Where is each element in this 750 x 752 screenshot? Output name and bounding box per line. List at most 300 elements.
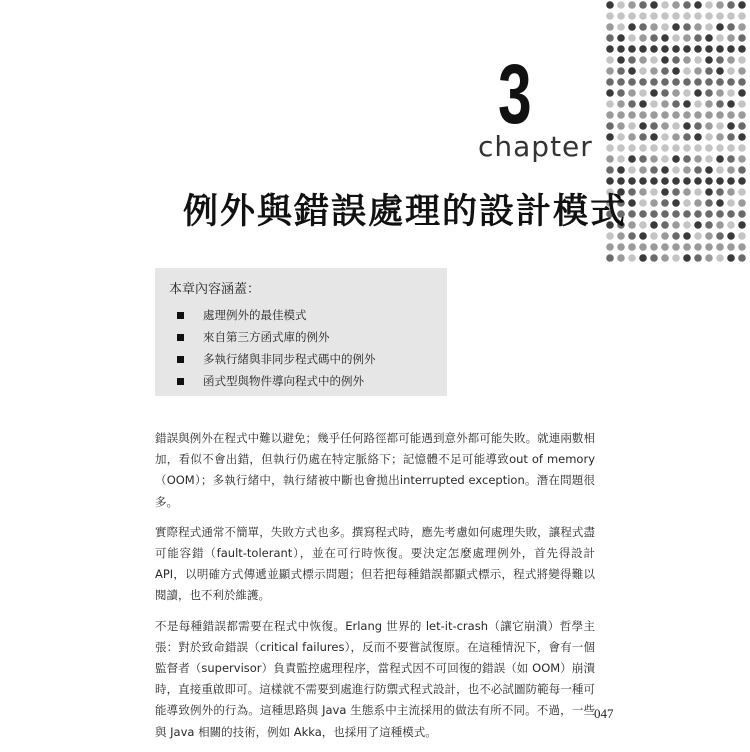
decorative-dot [617, 23, 625, 31]
decorative-dot [727, 254, 735, 262]
decorative-dot [694, 188, 702, 196]
decorative-dot [716, 133, 724, 141]
decorative-dot [661, 23, 669, 31]
decorative-dot [727, 166, 735, 174]
square-bullet-icon [177, 356, 184, 363]
decorative-dot [606, 144, 614, 152]
decorative-dot [716, 210, 724, 218]
decorative-dot [672, 221, 680, 229]
decorative-dot [683, 210, 691, 218]
decorative-dot [705, 210, 713, 218]
decorative-dot [705, 199, 713, 207]
decorative-dot [694, 144, 702, 152]
decorative-dot [716, 56, 724, 64]
decorative-dot [639, 67, 647, 75]
decorative-dot [672, 89, 680, 97]
decorative-dot [716, 199, 724, 207]
decorative-dot [705, 45, 713, 53]
decorative-dot [683, 144, 691, 152]
decorative-dot [628, 67, 636, 75]
decorative-dot [727, 210, 735, 218]
decorative-dot [738, 12, 746, 20]
decorative-dot [694, 111, 702, 119]
decorative-dot [705, 1, 713, 9]
page-number: 047 [594, 706, 614, 721]
decorative-dot [705, 23, 713, 31]
decorative-dot [650, 100, 658, 108]
decorative-dot [716, 1, 724, 9]
decorative-dot [738, 155, 746, 163]
decorative-dot [683, 12, 691, 20]
decorative-dot [606, 254, 614, 262]
decorative-dot [650, 67, 658, 75]
decorative-dot [628, 1, 636, 9]
decorative-dot [738, 177, 746, 185]
decorative-dot [617, 155, 625, 163]
decorative-dot [617, 1, 625, 9]
decorative-dot [661, 221, 669, 229]
decorative-dot [639, 144, 647, 152]
decorative-dot [738, 100, 746, 108]
decorative-dot [672, 210, 680, 218]
decorative-dot [672, 45, 680, 53]
decorative-dot [628, 122, 636, 130]
decorative-dot [716, 78, 724, 86]
decorative-dot [705, 100, 713, 108]
decorative-dot [606, 78, 614, 86]
decorative-dot [617, 34, 625, 42]
decorative-dot [617, 100, 625, 108]
decorative-dot [650, 111, 658, 119]
decorative-dot [716, 243, 724, 251]
decorative-dot [672, 254, 680, 262]
square-bullet-icon [177, 312, 184, 319]
decorative-dot [694, 155, 702, 163]
decorative-dot [694, 221, 702, 229]
decorative-dot [650, 89, 658, 97]
decorative-dot [694, 199, 702, 207]
decorative-dot [683, 89, 691, 97]
decorative-dot [639, 23, 647, 31]
decorative-dot [716, 166, 724, 174]
decorative-dot [738, 133, 746, 141]
decorative-dot [694, 34, 702, 42]
decorative-dot [639, 254, 647, 262]
decorative-dot [628, 45, 636, 53]
square-bullet-icon [177, 378, 184, 385]
decorative-dot [672, 177, 680, 185]
decorative-dot [694, 210, 702, 218]
decorative-dot [738, 78, 746, 86]
decorative-dot [606, 111, 614, 119]
decorative-dot [661, 254, 669, 262]
decorative-dot [727, 56, 735, 64]
decorative-dot [650, 221, 658, 229]
decorative-dot [628, 100, 636, 108]
decorative-dot [639, 1, 647, 9]
decorative-dot [705, 155, 713, 163]
decorative-dot [628, 221, 636, 229]
decorative-dot [694, 23, 702, 31]
decorative-dot [661, 67, 669, 75]
decorative-dot [617, 122, 625, 130]
decorative-dot [683, 133, 691, 141]
decorative-dot [606, 12, 614, 20]
decorative-dot [650, 199, 658, 207]
decorative-dot [639, 243, 647, 251]
decorative-dot [606, 23, 614, 31]
decorative-dot [716, 144, 724, 152]
paragraph: 實際程式通常不簡單，失敗方式也多。撰寫程式時，應先考慮如何處理失敗，讓程式盡可能容錯（fault-tolerant），並在可行時恢復。要決定怎麼處理例外，首先得設計API，以明確方式傳遞並顯式標示問題；但若把每種錯誤都顯式標示，程式將變得難以閱讀，也不利於維護。 [155, 524, 595, 603]
decorative-dot [661, 133, 669, 141]
decorative-dot [606, 67, 614, 75]
decorative-dot [628, 78, 636, 86]
decorative-dot [705, 166, 713, 174]
decorative-dot [683, 78, 691, 86]
decorative-dot [705, 133, 713, 141]
decorative-dot [606, 89, 614, 97]
decorative-dot [727, 199, 735, 207]
decorative-dot [606, 100, 614, 108]
decorative-dot [650, 133, 658, 141]
summary-item [177, 348, 376, 370]
decorative-dot [628, 34, 636, 42]
decorative-dot [716, 254, 724, 262]
decorative-dot [639, 56, 647, 64]
decorative-dot [628, 254, 636, 262]
decorative-dot [661, 100, 669, 108]
decorative-dot [694, 133, 702, 141]
decorative-dot [738, 166, 746, 174]
decorative-dot [672, 1, 680, 9]
decorative-dot [727, 155, 735, 163]
summary-item [177, 370, 376, 392]
decorative-dot [738, 188, 746, 196]
decorative-dot [639, 100, 647, 108]
decorative-dot [683, 67, 691, 75]
decorative-dot [727, 111, 735, 119]
decorative-dot [683, 188, 691, 196]
decorative-dot [694, 67, 702, 75]
decorative-dot [672, 56, 680, 64]
decorative-dot [672, 188, 680, 196]
summary-item [177, 326, 376, 348]
decorative-dot [650, 166, 658, 174]
decorative-dot [683, 243, 691, 251]
decorative-dot [606, 34, 614, 42]
decorative-dot [716, 232, 724, 240]
decorative-dot [738, 23, 746, 31]
decorative-dot [738, 67, 746, 75]
decorative-dot [716, 23, 724, 31]
decorative-dot [716, 221, 724, 229]
decorative-dot [694, 177, 702, 185]
decorative-dot [661, 232, 669, 240]
decorative-dot [727, 100, 735, 108]
decorative-dot [738, 232, 746, 240]
decorative-dot [650, 210, 658, 218]
decorative-dot [617, 254, 625, 262]
decorative-dot [683, 100, 691, 108]
body-text [155, 428, 595, 752]
decorative-dot [617, 56, 625, 64]
decorative-dot [639, 78, 647, 86]
decorative-dot [672, 12, 680, 20]
decorative-dot [738, 34, 746, 42]
decorative-dot [628, 111, 636, 119]
decorative-dot [683, 166, 691, 174]
decorative-dot [672, 144, 680, 152]
decorative-dot [683, 122, 691, 130]
decorative-dot [727, 45, 735, 53]
decorative-dot [628, 243, 636, 251]
decorative-dot [617, 89, 625, 97]
decorative-dot [628, 23, 636, 31]
decorative-dot [639, 199, 647, 207]
decorative-dot [606, 56, 614, 64]
decorative-dot [661, 1, 669, 9]
decorative-dot [672, 111, 680, 119]
decorative-dot [628, 155, 636, 163]
decorative-dot [639, 122, 647, 130]
decorative-dot [628, 232, 636, 240]
decorative-dot [683, 111, 691, 119]
decorative-dot [606, 133, 614, 141]
decorative-dot [639, 45, 647, 53]
decorative-dot [683, 177, 691, 185]
decorative-dot [628, 177, 636, 185]
decorative-dot [705, 78, 713, 86]
decorative-dot [705, 254, 713, 262]
decorative-dot [617, 78, 625, 86]
decorative-dot [705, 111, 713, 119]
decorative-dot [727, 34, 735, 42]
decorative-dot [727, 78, 735, 86]
decorative-dot [650, 56, 658, 64]
decorative-dot [705, 12, 713, 20]
decorative-dot [716, 100, 724, 108]
decorative-dot [727, 12, 735, 20]
decorative-dot [694, 122, 702, 130]
decorative-dot [727, 89, 735, 97]
decorative-dot [727, 177, 735, 185]
decorative-dot [727, 133, 735, 141]
chapter-number: 3 [498, 47, 532, 141]
decorative-dot [639, 166, 647, 174]
decorative-dot [716, 34, 724, 42]
paragraph: 不是每種錯誤都需要在程式中恢復。Erlang 世界的 let-it-crash（讓它崩潰）哲學主張：對於致命錯誤（critical failures），反而不要嘗試復原。在這種情況下，會有一個監督者（supervisor）負責監控處理程序，當程式因不可回復的錯誤（如 OOM）崩潰時，直接重啟即可。這樣就不需要到處進行防禦式程式設計，也不必試圖防範每一種可能導致例外的行為。這種思路與 Java 生態系中主流採用的做法有所不同。不過，一些與 Java 相關的技術，例如 Akka，也採用了這種模式。 [155, 618, 595, 739]
decorative-dot [672, 155, 680, 163]
decorative-dot [683, 34, 691, 42]
decorative-dot [672, 166, 680, 174]
decorative-dot [617, 133, 625, 141]
decorative-dot [650, 177, 658, 185]
decorative-dot [628, 133, 636, 141]
summary-item [177, 304, 376, 326]
decorative-dot [639, 177, 647, 185]
decorative-dot [661, 122, 669, 130]
decorative-dot [650, 12, 658, 20]
decorative-dot [705, 56, 713, 64]
decorative-dot [672, 67, 680, 75]
decorative-dot [617, 111, 625, 119]
decorative-dot [705, 89, 713, 97]
decorative-dot [727, 232, 735, 240]
decorative-dot [705, 144, 713, 152]
decorative-dot [738, 56, 746, 64]
decorative-dot [683, 1, 691, 9]
decorative-dot [727, 122, 735, 130]
chapter-label: chapter [478, 130, 593, 163]
decorative-dot [727, 144, 735, 152]
decorative-dot [672, 133, 680, 141]
decorative-dot [716, 45, 724, 53]
decorative-dot [661, 243, 669, 251]
decorative-dot [738, 199, 746, 207]
decorative-dot [661, 56, 669, 64]
decorative-dot [738, 243, 746, 251]
decorative-dot [606, 155, 614, 163]
decorative-dot [672, 199, 680, 207]
decorative-dot [650, 155, 658, 163]
decorative-dot [683, 221, 691, 229]
decorative-dot [639, 111, 647, 119]
square-bullet-icon [177, 334, 184, 341]
decorative-dot [650, 1, 658, 9]
decorative-dot [683, 45, 691, 53]
decorative-dot [617, 243, 625, 251]
decorative-dot [639, 34, 647, 42]
decorative-dot [727, 221, 735, 229]
decorative-dot [672, 34, 680, 42]
decorative-dot [661, 177, 669, 185]
decorative-dot [661, 45, 669, 53]
decorative-dot [661, 111, 669, 119]
decorative-dot [639, 12, 647, 20]
decorative-dot [716, 12, 724, 20]
decorative-dot [650, 243, 658, 251]
decorative-dot [705, 67, 713, 75]
decorative-dot [683, 199, 691, 207]
decorative-dot [694, 78, 702, 86]
decorative-dot [738, 45, 746, 53]
decorative-dot [639, 133, 647, 141]
decorative-dot [694, 100, 702, 108]
decorative-dot [716, 111, 724, 119]
decorative-dot [672, 232, 680, 240]
decorative-dot [639, 210, 647, 218]
decorative-dot [694, 56, 702, 64]
decorative-dot [650, 45, 658, 53]
decorative-dot [716, 177, 724, 185]
decorative-dot [617, 144, 625, 152]
decorative-dot [716, 188, 724, 196]
decorative-dot [628, 166, 636, 174]
decorative-dot [694, 254, 702, 262]
decorative-dot [661, 89, 669, 97]
decorative-dot [683, 232, 691, 240]
chapter-summary-box [155, 268, 447, 396]
summary-item-text: 多執行緒與非同步程式碼中的例外 [203, 352, 376, 366]
decorative-dot [738, 210, 746, 218]
decorative-dot [672, 23, 680, 31]
decorative-dot [661, 166, 669, 174]
decorative-dot [672, 122, 680, 130]
decorative-dot [661, 78, 669, 86]
decorative-dot [694, 232, 702, 240]
decorative-dot [705, 188, 713, 196]
decorative-dot [738, 111, 746, 119]
decorative-dot [738, 89, 746, 97]
decorative-dot [661, 210, 669, 218]
decorative-dot [639, 188, 647, 196]
decorative-dot [716, 155, 724, 163]
decorative-dot [606, 122, 614, 130]
decorative-dot [650, 34, 658, 42]
paragraph: 錯誤與例外在程式中難以避免；幾乎任何路徑都可能遇到意外都可能失敗。就連兩數相加，看似不會出錯，但執行仍處在特定脈絡下；記憶體不足可能導致out of memory（OOM）；多執行緒中，執行緒被中斷也會拋出interrupted exception。潛在問題很多。 [155, 431, 595, 509]
summary-heading: 本章內容涵蓋： [169, 282, 261, 297]
decorative-dot [738, 221, 746, 229]
decorative-dot [628, 210, 636, 218]
decorative-dot [683, 23, 691, 31]
summary-item-text: 處理例外的最佳模式 [203, 308, 307, 322]
decorative-dot [617, 45, 625, 53]
decorative-dot [650, 254, 658, 262]
decorative-dot [716, 89, 724, 97]
decorative-dot [727, 67, 735, 75]
decorative-dot [694, 243, 702, 251]
decorative-dot [672, 100, 680, 108]
decorative-dot [650, 23, 658, 31]
decorative-dot [705, 243, 713, 251]
decorative-dot [606, 45, 614, 53]
decorative-dot [683, 56, 691, 64]
decorative-dot [617, 67, 625, 75]
decorative-dot [650, 122, 658, 130]
decorative-dot [705, 34, 713, 42]
decorative-dot [716, 122, 724, 130]
summary-list [177, 304, 376, 392]
decorative-dot [738, 144, 746, 152]
decorative-dot [705, 232, 713, 240]
decorative-dot [606, 1, 614, 9]
decorative-dot [628, 12, 636, 20]
decorative-dot [694, 89, 702, 97]
decorative-dot [672, 78, 680, 86]
decorative-dot [738, 254, 746, 262]
decorative-dot [727, 1, 735, 9]
decorative-dot [727, 188, 735, 196]
decorative-dot [683, 155, 691, 163]
decorative-dot [683, 254, 691, 262]
decorative-dot [628, 144, 636, 152]
chapter-title: 例外與錯誤處理的設計模式 [183, 192, 628, 232]
decorative-dot [628, 89, 636, 97]
decorative-dot [628, 56, 636, 64]
decorative-dot [661, 199, 669, 207]
decorative-dot [628, 188, 636, 196]
decorative-dot [694, 166, 702, 174]
decorative-dot [705, 122, 713, 130]
decorative-dot [694, 45, 702, 53]
decorative-dot [661, 144, 669, 152]
decorative-dot [639, 89, 647, 97]
decorative-dot [716, 67, 724, 75]
decorative-dot [694, 1, 702, 9]
decorative-dot [727, 23, 735, 31]
decorative-dot [661, 155, 669, 163]
decorative-dot [661, 34, 669, 42]
